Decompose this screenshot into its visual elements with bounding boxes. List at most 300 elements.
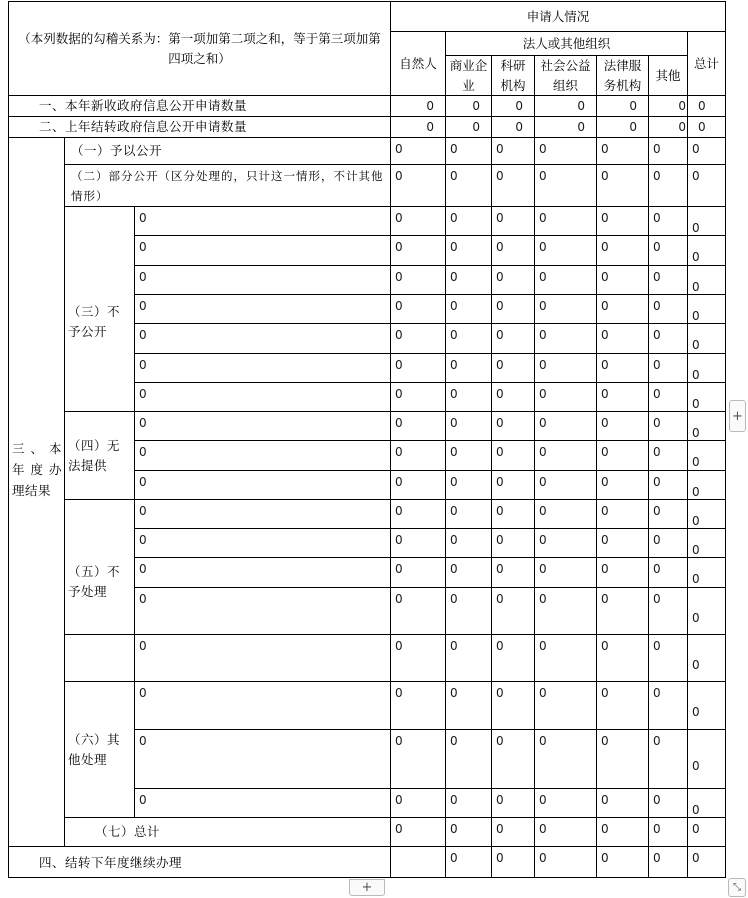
value-text: 0 <box>653 851 661 865</box>
value-text: 0 <box>653 822 661 836</box>
value-text: 0 <box>450 358 458 372</box>
natural-person-heading: 自然人 <box>399 55 437 71</box>
cell-text: （四）无法提供 <box>68 438 121 473</box>
sub-item-cell[interactable] <box>134 470 391 500</box>
value-cell[interactable] <box>534 95 597 117</box>
value-cell[interactable] <box>687 587 726 635</box>
value-cell[interactable] <box>596 116 649 138</box>
value-cell[interactable] <box>390 164 446 207</box>
value-text: 0 <box>539 734 547 748</box>
value-cell[interactable] <box>596 206 649 236</box>
value-cell[interactable] <box>687 729 726 789</box>
value-cell[interactable] <box>534 382 597 412</box>
row-label-other-processing <box>64 681 135 818</box>
value-cell[interactable] <box>534 411 597 441</box>
value-cell[interactable] <box>534 353 597 383</box>
value-cell[interactable] <box>687 411 726 441</box>
value-text: 0 <box>539 822 547 836</box>
value-cell[interactable] <box>596 95 649 117</box>
value-cell[interactable] <box>648 235 688 266</box>
value-cell[interactable] <box>491 846 535 878</box>
value-cell[interactable] <box>596 557 649 588</box>
value-text: 0 <box>496 562 504 576</box>
value-text: 0 <box>496 416 504 430</box>
header-subcolumn <box>491 55 535 96</box>
value-cell[interactable] <box>648 788 688 818</box>
value-text: 0 <box>653 475 661 489</box>
sub-item-text: 0 <box>139 475 147 489</box>
value-cell[interactable] <box>596 164 649 207</box>
value-text: 0 <box>629 99 637 113</box>
value-cell[interactable] <box>390 788 446 818</box>
value-text: 0 <box>496 142 504 156</box>
value-cell[interactable] <box>445 729 492 789</box>
value-cell[interactable] <box>491 235 535 266</box>
value-cell[interactable] <box>445 846 492 878</box>
value-cell[interactable] <box>445 137 492 165</box>
value-cell[interactable] <box>648 817 688 847</box>
value-cell[interactable] <box>596 470 649 500</box>
value-cell[interactable] <box>687 116 726 138</box>
value-cell[interactable] <box>596 382 649 412</box>
value-text: 0 <box>395 240 403 254</box>
value-cell[interactable] <box>390 235 446 266</box>
sub-item-cell[interactable] <box>134 294 391 324</box>
value-cell[interactable] <box>445 788 492 818</box>
value-cell[interactable] <box>491 294 535 324</box>
value-text: 0 <box>539 851 547 865</box>
value-cell[interactable] <box>648 382 688 412</box>
value-text: 0 <box>601 562 609 576</box>
value-text: 0 <box>678 99 686 113</box>
header-natural-person <box>390 31 446 96</box>
value-cell[interactable] <box>390 137 446 165</box>
subcolumn-heading: 社会公益组织 <box>540 57 591 93</box>
value-text: 0 <box>692 397 700 411</box>
cell-text: （五）不予处理 <box>68 564 121 599</box>
value-text: 0 <box>692 759 700 773</box>
value-text: 0 <box>539 328 547 342</box>
value-text: 0 <box>601 169 609 183</box>
value-cell[interactable] <box>390 323 446 354</box>
value-cell[interactable] <box>648 557 688 588</box>
value-text: 0 <box>653 639 661 653</box>
value-cell[interactable] <box>491 353 535 383</box>
value-cell[interactable] <box>687 265 726 295</box>
value-text: 0 <box>395 475 403 489</box>
sub-item-cell[interactable] <box>134 235 391 266</box>
value-cell[interactable] <box>534 265 597 295</box>
value-cell[interactable] <box>596 634 649 682</box>
value-text: 0 <box>496 445 504 459</box>
value-cell[interactable] <box>390 846 446 878</box>
sub-item-cell[interactable] <box>134 729 391 789</box>
value-text: 0 <box>653 416 661 430</box>
value-cell[interactable] <box>596 587 649 635</box>
value-cell[interactable] <box>390 382 446 412</box>
value-cell[interactable] <box>491 634 535 682</box>
value-cell[interactable] <box>648 206 688 236</box>
sub-item-cell[interactable] <box>134 499 391 529</box>
value-cell[interactable] <box>445 528 492 558</box>
value-cell[interactable] <box>491 788 535 818</box>
value-cell[interactable] <box>596 323 649 354</box>
value-cell[interactable] <box>648 411 688 441</box>
value-text: 0 <box>496 734 504 748</box>
value-cell[interactable] <box>687 440 726 471</box>
value-text: 0 <box>539 240 547 254</box>
value-text: 0 <box>678 120 686 134</box>
value-cell[interactable] <box>648 265 688 295</box>
value-cell[interactable] <box>596 499 649 529</box>
row-label-unable-to-provide <box>64 411 135 500</box>
value-cell[interactable] <box>534 499 597 529</box>
sub-item-cell[interactable] <box>134 587 391 635</box>
value-cell[interactable] <box>596 440 649 471</box>
value-cell[interactable] <box>648 137 688 165</box>
value-cell[interactable] <box>687 470 726 500</box>
value-cell[interactable] <box>534 440 597 471</box>
value-text: 0 <box>496 169 504 183</box>
value-cell[interactable] <box>596 235 649 266</box>
value-cell[interactable] <box>596 265 649 295</box>
value-cell[interactable] <box>687 95 726 117</box>
value-cell[interactable] <box>648 528 688 558</box>
value-cell[interactable] <box>491 681 535 730</box>
value-cell[interactable] <box>390 681 446 730</box>
value-cell[interactable] <box>491 116 535 138</box>
value-cell[interactable] <box>648 323 688 354</box>
value-text: 0 <box>692 426 700 440</box>
sub-item-cell[interactable] <box>134 634 391 682</box>
value-cell[interactable] <box>687 528 726 558</box>
value-text: 0 <box>395 686 403 700</box>
value-cell[interactable] <box>648 470 688 500</box>
value-text: 0 <box>450 793 458 807</box>
value-cell[interactable] <box>491 95 535 117</box>
value-text: 0 <box>653 328 661 342</box>
value-text: 0 <box>496 592 504 606</box>
value-cell[interactable] <box>648 116 688 138</box>
sub-item-text: 0 <box>139 299 147 313</box>
value-cell[interactable] <box>390 206 446 236</box>
value-text: 0 <box>692 705 700 719</box>
value-text: 0 <box>395 639 403 653</box>
value-cell[interactable] <box>390 294 446 324</box>
cell-text: （七）总计 <box>95 824 161 839</box>
value-cell[interactable] <box>534 470 597 500</box>
value-cell[interactable] <box>687 846 726 878</box>
value-cell[interactable] <box>390 729 446 789</box>
value-cell[interactable] <box>491 499 535 529</box>
sub-item-cell[interactable] <box>134 681 391 730</box>
value-text: 0 <box>539 533 547 547</box>
value-cell[interactable] <box>687 382 726 412</box>
value-cell[interactable] <box>687 353 726 383</box>
value-text: 0 <box>395 358 403 372</box>
sub-item-cell[interactable] <box>134 323 391 354</box>
sub-item-cell[interactable] <box>134 206 391 236</box>
value-cell[interactable] <box>648 164 688 207</box>
value-cell[interactable] <box>648 499 688 529</box>
sub-item-text: 0 <box>139 533 147 547</box>
value-cell[interactable] <box>491 729 535 789</box>
value-cell[interactable] <box>445 470 492 500</box>
value-text: 0 <box>450 734 458 748</box>
header-note-cell <box>8 1 391 96</box>
value-cell[interactable] <box>390 587 446 635</box>
value-cell[interactable] <box>390 528 446 558</box>
value-cell[interactable] <box>596 846 649 878</box>
value-cell[interactable] <box>390 95 446 117</box>
add-row-button[interactable] <box>349 879 385 896</box>
value-cell[interactable] <box>534 323 597 354</box>
row-label-disclosed <box>64 137 391 165</box>
value-cell[interactable] <box>648 729 688 789</box>
value-text: 0 <box>496 358 504 372</box>
value-text: 0 <box>395 328 403 342</box>
value-text: 0 <box>601 416 609 430</box>
value-text: 0 <box>539 358 547 372</box>
resize-handle[interactable] <box>728 878 746 897</box>
row-label-new-requests <box>8 95 391 117</box>
value-text: 0 <box>395 734 403 748</box>
value-cell[interactable] <box>445 440 492 471</box>
value-cell[interactable] <box>596 817 649 847</box>
value-cell[interactable] <box>491 164 535 207</box>
value-text: 0 <box>472 99 480 113</box>
sub-item-cell[interactable] <box>134 382 391 412</box>
subcolumn-heading: 其他 <box>655 67 681 83</box>
value-cell[interactable] <box>534 846 597 878</box>
sub-item-text: 0 <box>139 270 147 284</box>
value-cell[interactable] <box>491 587 535 635</box>
value-cell[interactable] <box>445 206 492 236</box>
value-cell[interactable] <box>596 681 649 730</box>
value-cell[interactable] <box>687 137 726 165</box>
value-cell[interactable] <box>534 294 597 324</box>
sub-item-cell[interactable] <box>134 265 391 295</box>
value-cell[interactable] <box>445 499 492 529</box>
value-text: 0 <box>395 562 403 576</box>
value-cell[interactable] <box>390 817 446 847</box>
value-cell[interactable] <box>534 235 597 266</box>
value-cell[interactable] <box>390 440 446 471</box>
value-text: 0 <box>496 240 504 254</box>
value-text: 0 <box>450 328 458 342</box>
cell-text: （三）不予公开 <box>68 304 121 339</box>
value-cell[interactable] <box>390 499 446 529</box>
value-text: 0 <box>653 533 661 547</box>
value-cell[interactable] <box>491 557 535 588</box>
value-cell[interactable] <box>534 634 597 682</box>
value-cell[interactable] <box>596 137 649 165</box>
plus-icon: + <box>732 408 743 424</box>
sub-item-cell[interactable] <box>134 353 391 383</box>
value-cell[interactable] <box>390 116 446 138</box>
value-cell[interactable] <box>491 470 535 500</box>
value-text: 0 <box>395 299 403 313</box>
subcolumn-heading: 法律服务机构 <box>603 57 642 93</box>
sub-item-text: 0 <box>139 562 147 576</box>
value-cell[interactable] <box>687 788 726 818</box>
value-cell[interactable] <box>596 353 649 383</box>
value-text: 0 <box>450 822 458 836</box>
value-cell[interactable] <box>445 294 492 324</box>
value-cell[interactable] <box>596 729 649 789</box>
value-cell[interactable] <box>491 265 535 295</box>
value-text: 0 <box>653 240 661 254</box>
value-text: 0 <box>653 562 661 576</box>
value-cell[interactable] <box>648 634 688 682</box>
value-cell[interactable] <box>648 681 688 730</box>
value-cell[interactable] <box>648 353 688 383</box>
value-cell[interactable] <box>687 235 726 266</box>
cell-text: （二）部分公开（区分处理的，只计这一情形，不计其他情形） <box>71 169 384 203</box>
value-text: 0 <box>496 328 504 342</box>
value-text: 0 <box>653 142 661 156</box>
sub-item-text: 0 <box>139 328 147 342</box>
value-text: 0 <box>601 504 609 518</box>
value-cell[interactable] <box>648 294 688 324</box>
value-cell[interactable] <box>491 323 535 354</box>
value-text: 0 <box>653 504 661 518</box>
value-cell[interactable] <box>445 323 492 354</box>
row-label-carry-forward <box>8 846 391 878</box>
value-cell[interactable] <box>390 470 446 500</box>
value-text: 0 <box>601 592 609 606</box>
value-cell[interactable] <box>648 440 688 471</box>
value-text: 0 <box>496 211 504 225</box>
value-text: 0 <box>539 504 547 518</box>
value-text: 0 <box>653 445 661 459</box>
value-cell[interactable] <box>445 95 492 117</box>
value-cell[interactable] <box>491 382 535 412</box>
value-cell[interactable] <box>596 294 649 324</box>
add-column-button[interactable] <box>729 400 746 432</box>
value-text: 0 <box>601 639 609 653</box>
value-cell[interactable] <box>687 817 726 847</box>
value-cell[interactable] <box>445 116 492 138</box>
value-cell[interactable] <box>390 411 446 441</box>
value-text: 0 <box>601 445 609 459</box>
value-cell[interactable] <box>491 411 535 441</box>
value-cell[interactable] <box>390 634 446 682</box>
sub-item-text: 0 <box>139 387 147 401</box>
value-cell[interactable] <box>596 411 649 441</box>
value-cell[interactable] <box>534 681 597 730</box>
value-cell[interactable] <box>534 528 597 558</box>
sub-item-cell[interactable] <box>134 557 391 588</box>
value-cell[interactable] <box>534 788 597 818</box>
sub-item-text: 0 <box>139 639 147 653</box>
value-text: 0 <box>496 851 504 865</box>
value-cell[interactable] <box>491 206 535 236</box>
value-cell[interactable] <box>445 265 492 295</box>
value-text: 0 <box>539 639 547 653</box>
sub-item-cell[interactable] <box>134 528 391 558</box>
value-cell[interactable] <box>648 95 688 117</box>
value-cell[interactable] <box>445 235 492 266</box>
value-cell[interactable] <box>445 587 492 635</box>
value-text: 0 <box>601 358 609 372</box>
value-cell[interactable] <box>534 137 597 165</box>
value-cell[interactable] <box>390 557 446 588</box>
value-text: 0 <box>653 211 661 225</box>
value-cell[interactable] <box>687 634 726 682</box>
value-cell[interactable] <box>687 294 726 324</box>
value-cell[interactable] <box>491 440 535 471</box>
value-cell[interactable] <box>534 587 597 635</box>
value-cell[interactable] <box>687 206 726 236</box>
sub-item-cell[interactable] <box>134 440 391 471</box>
cell-text: 三、本年度办理结果 <box>12 441 62 498</box>
value-cell[interactable] <box>445 382 492 412</box>
header-subcolumn <box>596 55 649 96</box>
value-cell[interactable] <box>534 817 597 847</box>
value-text: 0 <box>539 475 547 489</box>
sub-item-cell[interactable] <box>134 788 391 818</box>
cell-text: （一）予以公开 <box>71 143 163 158</box>
value-cell[interactable] <box>687 323 726 354</box>
value-text: 0 <box>450 169 458 183</box>
value-text: 0 <box>692 611 700 625</box>
section-label-results <box>8 137 65 847</box>
value-cell[interactable] <box>534 729 597 789</box>
value-cell[interactable] <box>596 788 649 818</box>
value-cell[interactable] <box>687 557 726 588</box>
value-cell[interactable] <box>491 817 535 847</box>
sub-item-cell[interactable] <box>134 411 391 441</box>
value-text: 0 <box>692 658 700 672</box>
sub-item-text: 0 <box>139 445 147 459</box>
value-cell[interactable] <box>445 634 492 682</box>
value-cell[interactable] <box>534 116 597 138</box>
value-text: 0 <box>450 445 458 459</box>
value-text: 0 <box>653 270 661 284</box>
value-cell[interactable] <box>491 137 535 165</box>
value-cell[interactable] <box>687 499 726 529</box>
value-cell[interactable] <box>445 411 492 441</box>
header-subcolumn <box>648 55 688 96</box>
value-cell[interactable] <box>491 528 535 558</box>
value-text: 0 <box>450 562 458 576</box>
value-text: 0 <box>395 169 403 183</box>
value-cell[interactable] <box>445 817 492 847</box>
value-text: 0 <box>450 686 458 700</box>
value-text: 0 <box>539 416 547 430</box>
value-cell[interactable] <box>390 353 446 383</box>
value-text: 0 <box>395 416 403 430</box>
value-cell[interactable] <box>687 164 726 207</box>
value-text: 0 <box>496 387 504 401</box>
value-cell[interactable] <box>648 846 688 878</box>
value-cell[interactable] <box>445 681 492 730</box>
value-cell[interactable] <box>390 265 446 295</box>
value-cell[interactable] <box>534 557 597 588</box>
row-label-partially-disclosed <box>64 164 391 207</box>
value-cell[interactable] <box>445 164 492 207</box>
value-cell[interactable] <box>596 528 649 558</box>
value-cell[interactable] <box>445 557 492 588</box>
value-cell[interactable] <box>687 681 726 730</box>
resize-icon: ⤡ <box>733 882 741 893</box>
value-cell[interactable] <box>534 164 597 207</box>
value-cell[interactable] <box>445 353 492 383</box>
row-label-subtotal <box>64 817 391 847</box>
value-cell[interactable] <box>648 587 688 635</box>
value-cell[interactable] <box>534 206 597 236</box>
